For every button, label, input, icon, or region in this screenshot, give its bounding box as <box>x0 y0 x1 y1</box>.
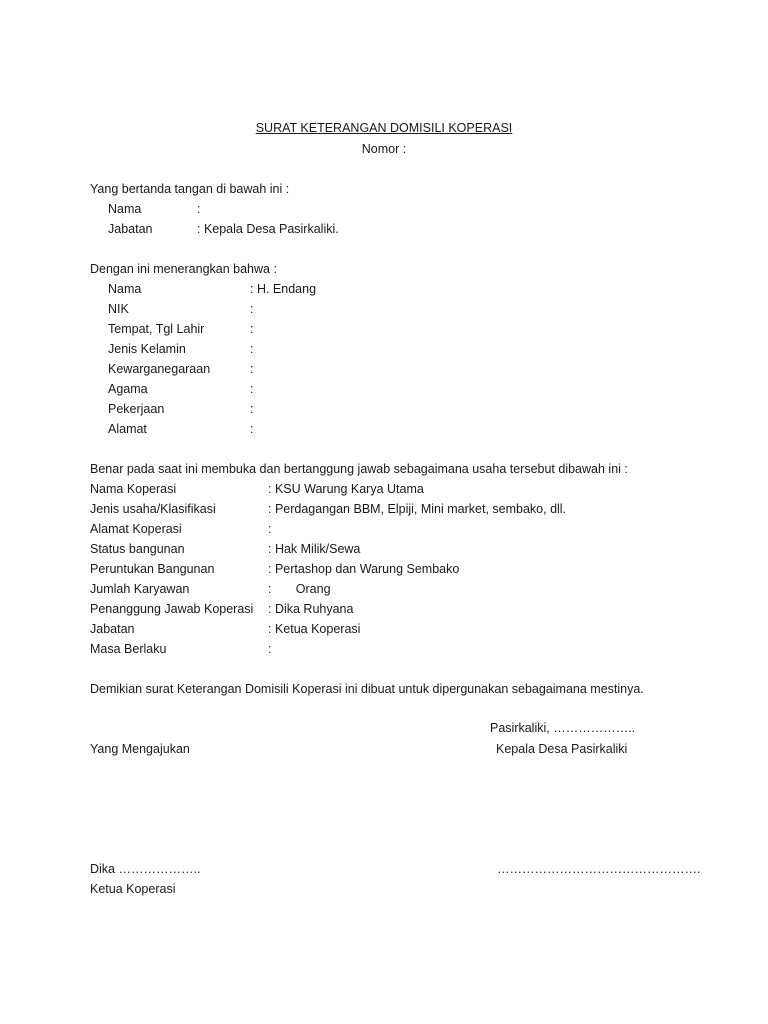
person-row <box>0 381 768 397</box>
field-label: Peruntukan Bangunan <box>90 562 215 576</box>
signer-row-name <box>0 201 768 217</box>
field-value: : Ketua Koperasi <box>268 622 361 636</box>
field-value: : H. Endang <box>250 282 317 296</box>
field-value: : <box>250 402 254 416</box>
field-label: Jenis usaha/Klasifikasi <box>90 502 216 516</box>
person-row <box>0 281 768 297</box>
field-value: : Hak Milik/Sewa <box>268 542 361 556</box>
field-value: : <box>197 202 201 216</box>
field-value: : <box>250 362 254 376</box>
business-row <box>0 501 768 517</box>
business-row <box>0 541 768 557</box>
field-value: : Pertashop dan Warung Sembako <box>268 562 460 576</box>
field-label: Jabatan <box>108 222 153 236</box>
field-value: : Perdagangan BBM, Elpiji, Mini market, sembako, dll. <box>268 502 567 516</box>
field-label: Nama Koperasi <box>90 482 177 496</box>
field-label: NIK <box>108 302 129 316</box>
place-date: Pasirkaliki, ……………….. <box>490 721 636 735</box>
field-label: Pekerjaan <box>108 402 165 416</box>
closing-statement: Demikian surat Keterangan Domisili Koperasi ini dibuat untuk dipergunakan sebagaimana mestinya. <box>90 682 644 696</box>
field-value: : Kepala Desa Pasirkaliki. <box>197 222 339 236</box>
field-label: Alamat Koperasi <box>90 522 182 536</box>
left-signature-role: Ketua Koperasi <box>90 882 176 896</box>
field-label: Tempat, Tgl Lahir <box>108 322 205 336</box>
person-row <box>0 361 768 377</box>
field-value: : KSU Warung Karya Utama <box>268 482 424 496</box>
field-value: : <box>250 302 254 316</box>
business-row <box>0 581 768 597</box>
field-value: : <box>268 522 272 536</box>
business-row <box>0 621 768 637</box>
signer-row-position <box>0 221 768 237</box>
business-intro: Benar pada saat ini membuka dan bertanggung jawab sebagaimana usaha tersebut dibawah ini : <box>90 462 628 476</box>
field-label: Jabatan <box>90 622 135 636</box>
document-title: SURAT KETERANGAN DOMISILI KOPERASI <box>255 121 513 135</box>
field-label: Nama <box>108 282 142 296</box>
person-row <box>0 301 768 317</box>
field-label: Kewarganegaraan <box>108 362 211 376</box>
field-label: Nama <box>108 202 142 216</box>
person-row <box>0 321 768 337</box>
declare-intro: Dengan ini menerangkan bahwa : <box>90 262 277 276</box>
business-row <box>0 601 768 617</box>
signer-intro: Yang bertanda tangan di bawah ini : <box>90 182 290 196</box>
field-value: : <box>268 642 272 656</box>
field-label: Agama <box>108 382 148 396</box>
field-label: Alamat <box>108 422 147 436</box>
left-signature-name: Dika ……………….. <box>90 862 201 876</box>
person-row <box>0 401 768 417</box>
field-value: : <box>250 422 254 436</box>
business-row <box>0 521 768 537</box>
field-label: Penanggung Jawab Koperasi <box>90 602 254 616</box>
business-row <box>0 561 768 577</box>
field-value: : <box>250 322 254 336</box>
person-row <box>0 421 768 437</box>
right-signature-heading: Kepala Desa Pasirkaliki <box>496 742 628 756</box>
field-label: Masa Berlaku <box>90 642 167 656</box>
field-value: : <box>250 342 254 356</box>
person-row <box>0 341 768 357</box>
business-row <box>0 481 768 497</box>
field-label: Jumlah Karyawan <box>90 582 190 596</box>
field-value: : Orang <box>268 582 331 596</box>
field-value: : <box>250 382 254 396</box>
field-label: Jenis Kelamin <box>108 342 186 356</box>
document-number: Nomor : <box>361 142 407 156</box>
left-signature-heading: Yang Mengajukan <box>90 742 190 756</box>
right-signature-name: …………………………………………. <box>497 862 701 876</box>
field-label: Status bangunan <box>90 542 185 556</box>
field-value: : Dika Ruhyana <box>268 602 354 616</box>
business-row <box>0 641 768 657</box>
